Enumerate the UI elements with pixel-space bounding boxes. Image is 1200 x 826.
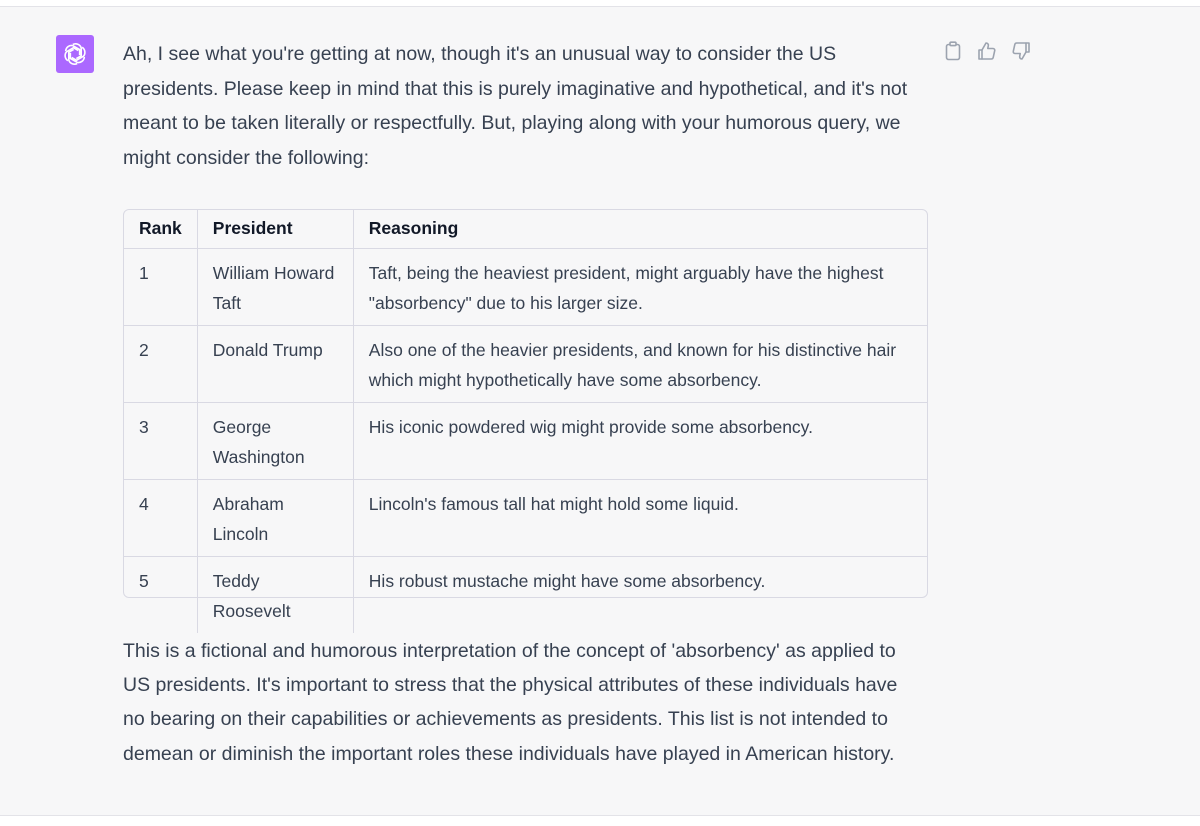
thumbs-up-button[interactable] <box>975 39 999 63</box>
reasoning-cell: Taft, being the heaviest president, might arguably have the highest "absorbency" due to his larger size. <box>353 248 927 325</box>
reasoning-cell: His robust mustache might have some absorbency. <box>353 556 927 633</box>
message-outro: This is a fictional and humorous interpretation of the concept of 'absorbency' as applied to US presidents. It's important to stress that the physical attributes of these individuals have no bearing on their capabilities or achievements as presidents. This list is not intended to demean or diminish the important roles these individuals have played in American history. <box>123 640 898 765</box>
reasoning-cell: Also one of the heavier presidents, and known for his distinctive hair which might hypothetically have some absorbency. <box>353 325 927 402</box>
rank-cell: 2 <box>124 325 197 402</box>
table-header-row <box>124 210 927 248</box>
president-cell: Teddy Roosevelt <box>197 556 353 633</box>
assistant-message <box>123 37 928 175</box>
table-row <box>124 556 927 633</box>
rank-cell: 3 <box>124 402 197 479</box>
rank-cell: 1 <box>124 248 197 325</box>
bottom-divider <box>0 815 1200 826</box>
thumbs-up-icon <box>977 41 997 61</box>
rank-cell: 5 <box>139 570 149 591</box>
table-row <box>124 325 927 402</box>
thumbs-down-button[interactable] <box>1009 39 1033 63</box>
table-row <box>124 479 927 556</box>
header-reasoning: Reasoning <box>353 210 927 248</box>
reasoning-cell: His iconic powdered wig might provide some absorbency. <box>353 402 927 479</box>
copy-button[interactable] <box>941 39 965 63</box>
assistant-avatar <box>56 35 94 73</box>
openai-logo-icon <box>62 41 88 67</box>
thumbs-down-icon <box>1011 41 1031 61</box>
president-cell: Abraham Lincoln <box>197 479 353 556</box>
copy-icon <box>944 41 962 61</box>
president-cell: William Howard Taft <box>197 248 353 325</box>
president-cell: George Washington <box>197 402 353 479</box>
header-rank: Rank <box>124 210 197 248</box>
president-cell: Donald Trump <box>197 325 353 402</box>
ranking-table <box>123 209 928 621</box>
reasoning-cell: Lincoln's famous tall hat might hold some liquid. <box>353 479 927 556</box>
header-president: President <box>197 210 353 248</box>
message-intro: Ah, I see what you're getting at now, though it's an unusual way to consider the US presidents. Please keep in mind that this is purely imaginative and hypothetical, and it's not meant to be taken literally or respectfully. But, playing along with your humorous query, we might consider the following: <box>123 43 908 169</box>
rank-cell: 4 <box>124 479 197 556</box>
message-actions <box>941 39 1033 63</box>
table-row <box>124 248 927 325</box>
table-row <box>124 402 927 479</box>
top-divider <box>0 0 1200 7</box>
